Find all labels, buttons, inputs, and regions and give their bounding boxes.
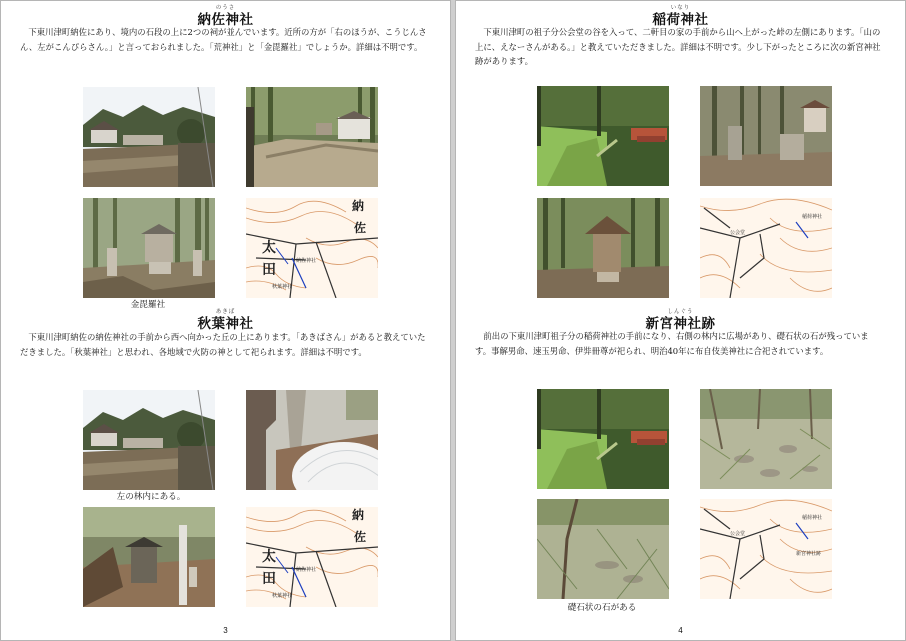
page-number: 4 [678,626,683,635]
photo-akiba-approach [83,390,215,490]
photo-akiba-shrine [83,507,215,607]
section-title-inari-jinja: 稲荷神社 [652,12,709,28]
map-label-nousa-shrine: 納佐神社 [296,567,317,573]
map-label-na: 納 [352,199,365,213]
map-label-sa: 佐 [354,530,367,544]
map-nousa-top [246,198,378,298]
map-label-ta: 太 [262,240,276,256]
section-body-inari-jinja: 下東川津町の祖子分公会堂の谷を入って、二軒目の家の手前から山へ上がった峠の左側にあります。「山の上に、えなーさんがある。」と教えていただきました。詳細は不明です。少し下がったところに次の新宮神社跡があります。 [475,27,881,67]
map-label-akiba-shrine: 秋葉神社 [272,593,293,599]
section-body-shingu-jinja-ato: 前出の下東川津町祖子分の稲荷神社の手前になり、右側の林内に広場があり、礎石状の石が残っています。事解男命、速玉男命、伊弉冊尊が祀られ、明治40年に布自伎美神社に合祀されています。 [475,331,869,356]
photo-inari-shrine [537,198,669,298]
map-label-den: 田 [262,262,276,278]
map-label-inari-shrine: 稲荷神社 [802,214,823,220]
section-title-akiba-jinja: 秋葉神社 [197,316,254,332]
section-body-akiba-jinja: 下東川津町納佐の納佐神社の手前から西へ向かった丘の上にあります。「あきばさん」があると教えていただきました。「秋葉神社」と思われ、各地域で火防の神として祀られます。詳細は不明です。 [20,332,426,357]
map-label-den: 田 [262,571,276,587]
map-sokobun-shingu [700,499,832,599]
page-3 [0,0,451,641]
map-label-kokaido: 公会堂 [730,531,746,537]
photo-akiba-dome [246,390,378,490]
map-label-nousa-shrine: 納佐神社 [296,258,317,264]
map-sokobun-inari [700,198,832,298]
ruby-nousa: のうさ [215,5,236,11]
ruby-akiba: あきば [215,309,236,315]
map-label-kokaido: 公会堂 [730,230,746,236]
photo-foundation-stones [537,499,669,599]
map-label-akiba-shrine: 秋葉神社 [272,284,293,290]
map-label-sa: 佐 [354,221,367,235]
photo-inari-statues [700,86,832,186]
section-title-nousa-jinja: 納佐神社 [197,12,254,28]
map-label-ta: 太 [262,549,276,565]
section-body-nousa-jinja: 下東川津町納佐にあり、境内の石段の上に2つの祠が並んでいます。近所の方が「右のほうが、こうじんさん、左がこんぴらさん。」と言っておられました。「荒神社」と「金毘羅社」でしょうか。詳細は不明です。 [20,27,427,52]
map-nousa-bottom [246,507,378,607]
page-number: 3 [223,626,228,635]
ruby-inari: いなり [670,5,691,11]
caption-akiba-forest: 左の林内にある。 [116,492,186,502]
photo-forest-shrines [246,87,378,187]
caption-konpira-sha: 金毘羅社 [130,300,166,310]
photo-shingu-path [537,389,669,489]
photo-shingu-floor [700,389,832,489]
map-label-inari-shrine: 稲荷神社 [802,515,823,521]
photo-village-stone-steps [83,87,215,187]
map-label-shingu-site: 新宮神社跡 [796,551,822,557]
photo-inari-path [537,86,669,186]
caption-foundation-stones: 礎石状の石がある [567,603,637,613]
map-label-na: 納 [352,508,365,522]
section-title-shingu-jinja-ato: 新宮神社跡 [645,316,716,332]
photo-konpira-sha [83,198,215,298]
page-4 [455,0,906,641]
ruby-shingu: しんぐう [667,309,694,315]
